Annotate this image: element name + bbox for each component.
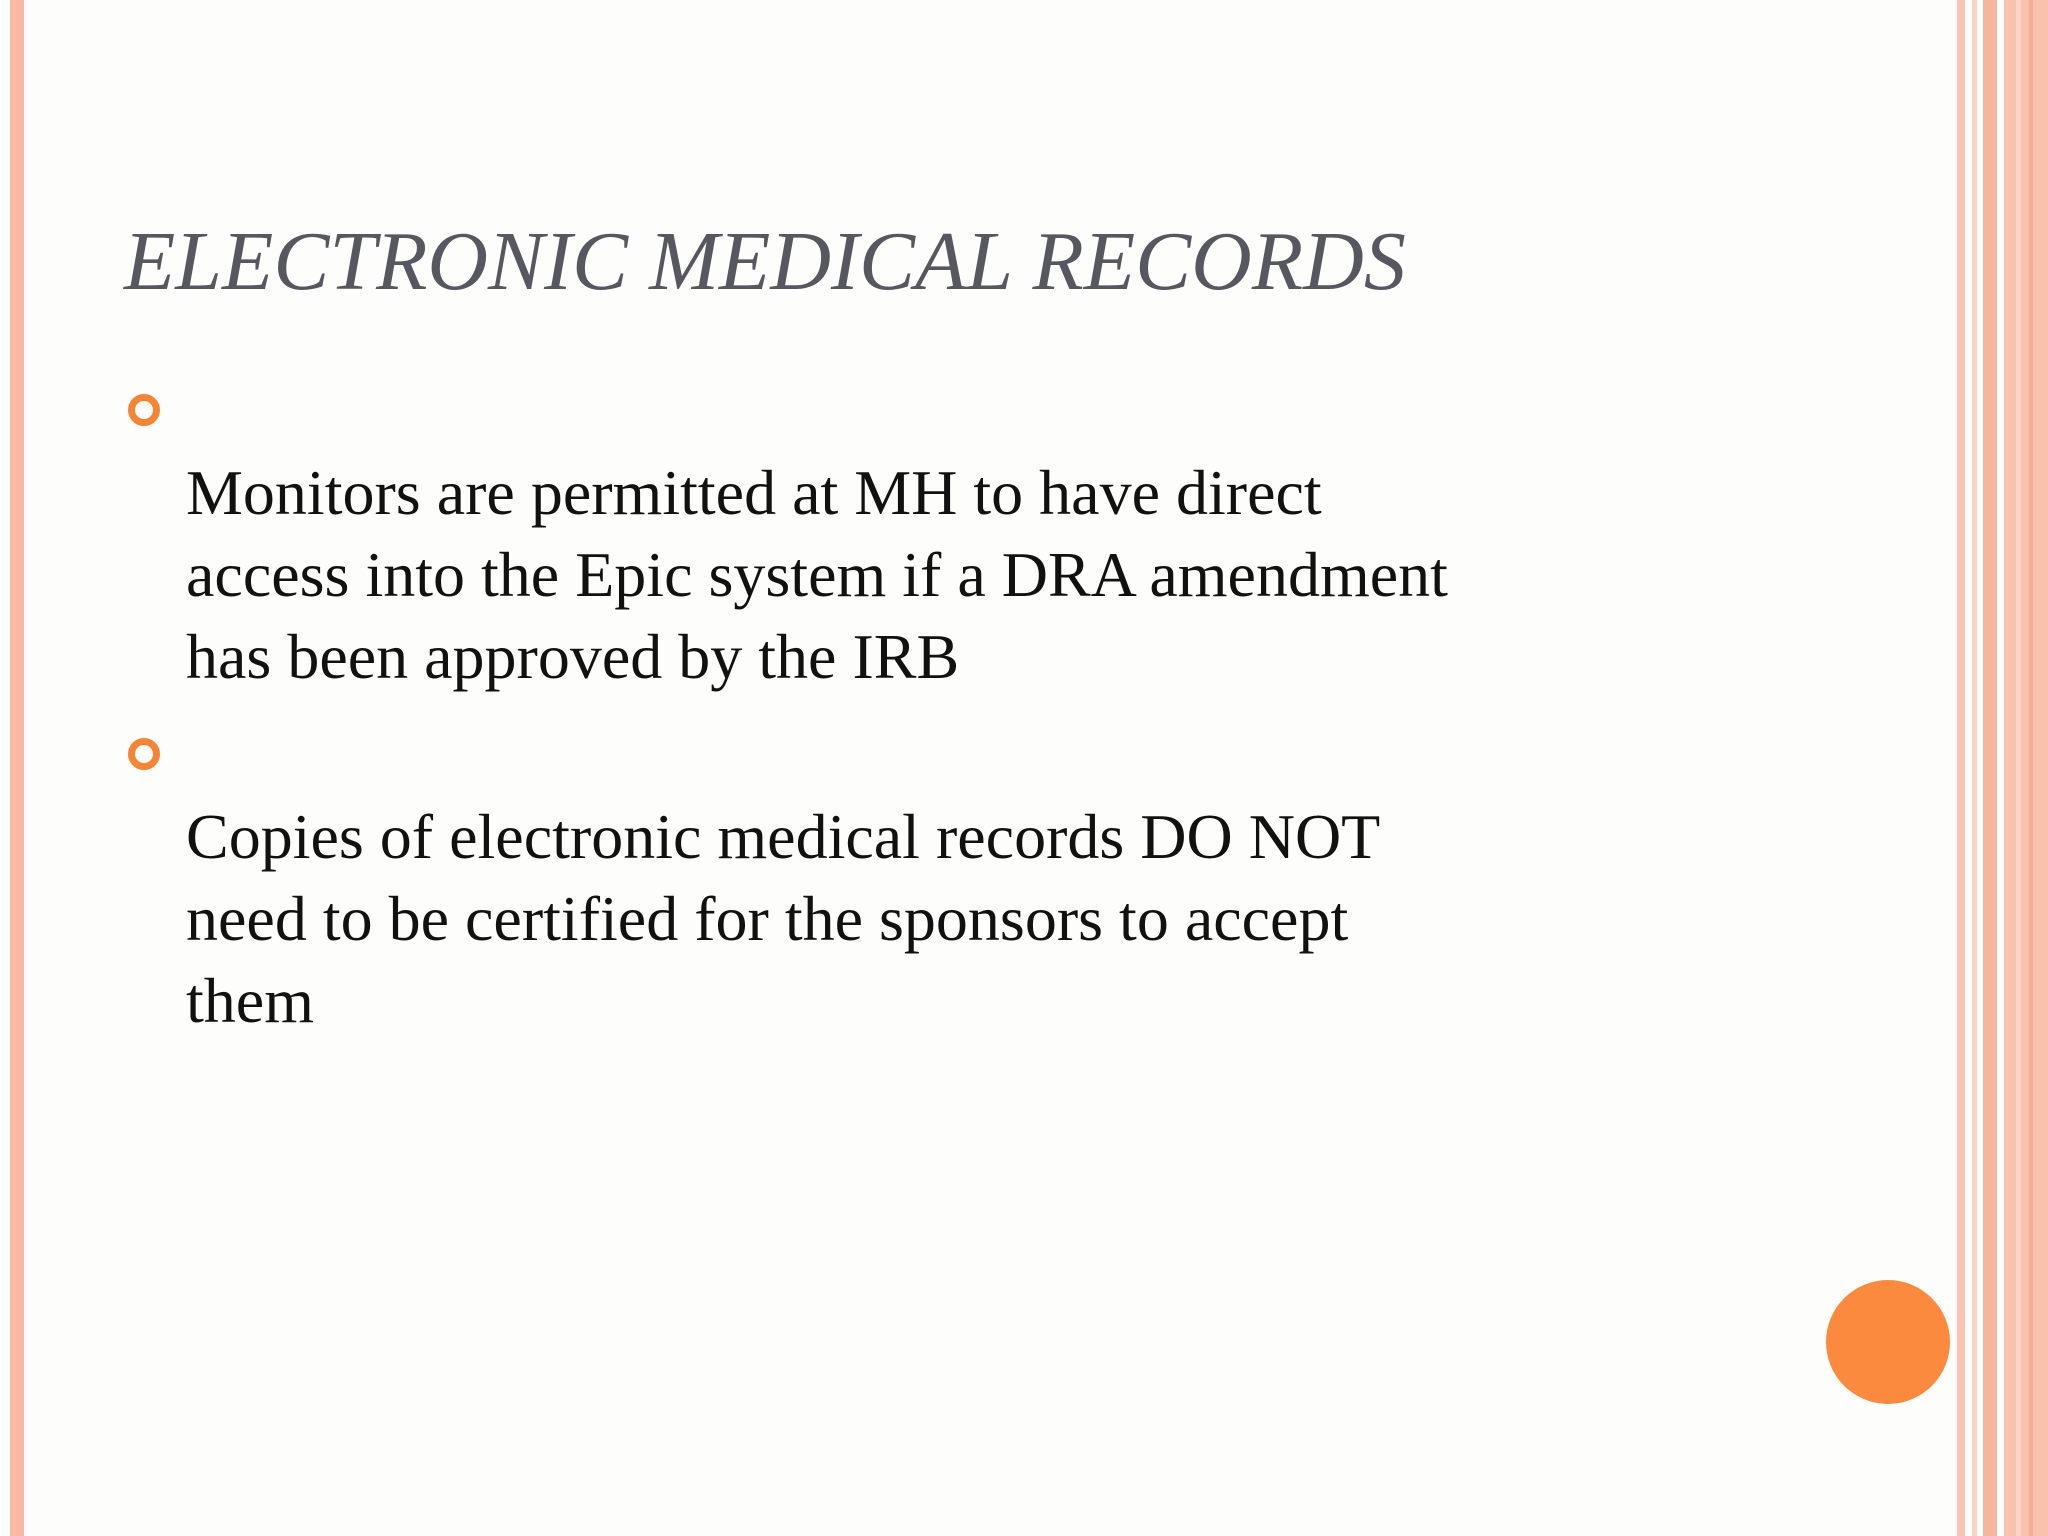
ring-bullet-icon [128, 738, 160, 770]
bullet-item [126, 714, 1766, 1042]
right-border-stripe [2016, 0, 2021, 1536]
bullet-text: Copies of electronic medical records DO NOT need to be certified for the sponsors to accept them [186, 801, 1381, 1036]
right-border-stripe [1972, 0, 1977, 1536]
slide-title: ELECTRONIC MEDICAL RECORDS [124, 215, 1406, 308]
right-border-stripe [2004, 0, 2048, 1536]
decorative-circle-icon [1826, 1280, 1950, 1404]
bullet-item [126, 370, 1766, 698]
right-border-stripe [2029, 0, 2033, 1536]
bullet-text: Monitors are permitted at MH to have direct access into the Epic system if a DRA amendment has been approved by the IRB [186, 457, 1448, 692]
right-border-stripe [1983, 0, 1997, 1536]
bullet-list [126, 370, 1766, 1058]
ring-bullet-icon [128, 394, 160, 426]
left-border-stripe [10, 0, 24, 1536]
right-border-stripe [1957, 0, 1965, 1536]
